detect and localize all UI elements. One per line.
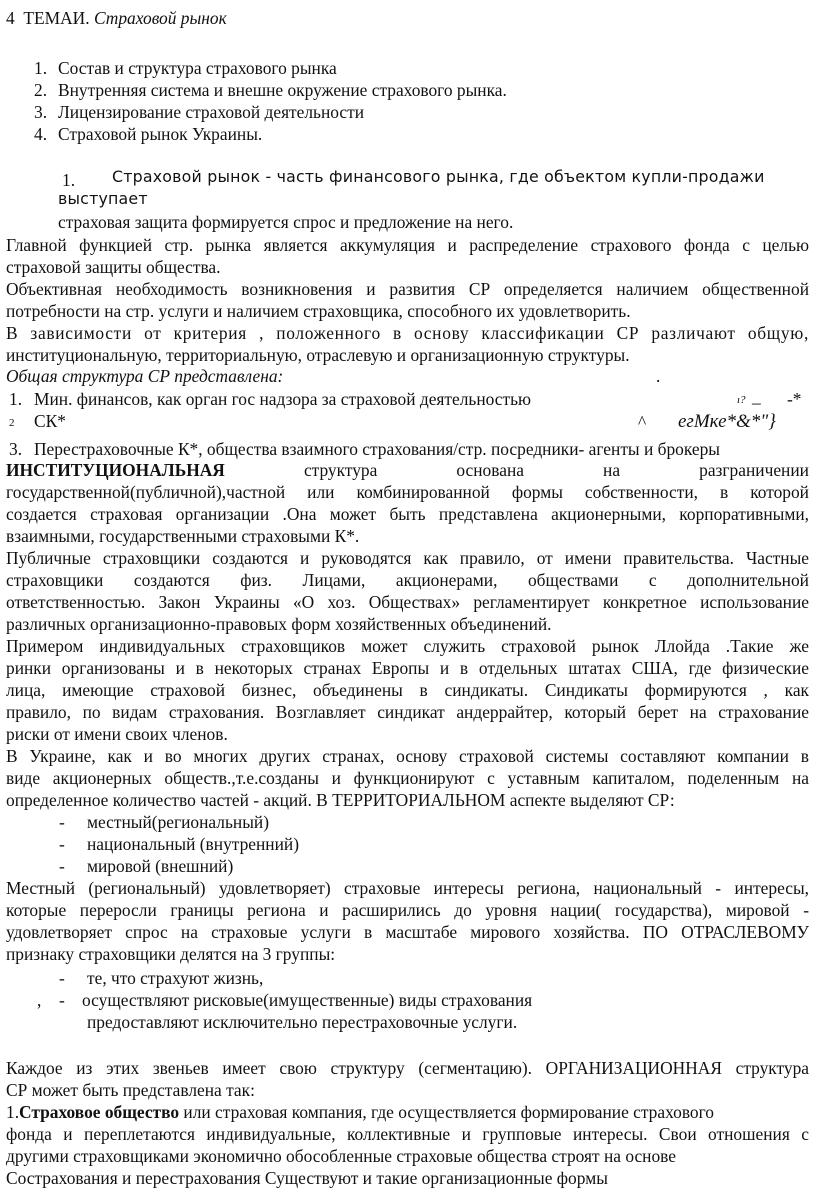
dash-bullet: - xyxy=(59,834,65,854)
plan-item-3-text: Лицензирование страховой деятельности xyxy=(58,102,365,122)
paragraph-line: правило, по видам страхования. Возглавляет синдикат андеррайтер, который берет на страхование xyxy=(6,702,809,722)
struct-item-3-num: 3. xyxy=(9,439,23,459)
topic-number: 4 xyxy=(6,8,15,28)
paragraph-line: удовлетворяет спрос на страховые услуги в масштабе мирового хозяйства. ПО ОТРАСЛЕВОМУ xyxy=(6,922,809,942)
section-number: 1. xyxy=(62,170,76,190)
plan-item-2: 2. xyxy=(34,80,48,100)
paragraph-line: В Украине, как и во многих других странах, основу страховой системы составляют компании в xyxy=(6,746,809,766)
paragraph-line: ринки организованы и в некоторых странах Европы и в отдельных штатах США, где физические xyxy=(6,658,809,678)
paragraph-line: Объективная необходимость возникновения и развития СР определяется наличием общественной xyxy=(6,279,809,299)
inst-word: разграничении xyxy=(699,460,809,480)
paragraph-line: другими страховщиками экономично обособленные страховые общества строят на основе xyxy=(6,1146,676,1166)
paragraph-line: Публичные страховщики создаются и руководятся как правило, от имени правительства. Частные xyxy=(6,548,809,568)
paragraph-line: ответственностью. Закон Украины «О хоз. Обществах» регламентирует конкретное использование xyxy=(6,592,809,612)
paragraph-line: институциональную, территориальную, отраслевую и организационную структуры. xyxy=(6,345,630,365)
general-structure-title: Общая структура СР представлена: xyxy=(6,366,284,386)
plan-item-4: 4. xyxy=(34,124,48,144)
struct-item-2-text: СК* xyxy=(34,411,66,431)
paragraph-line: которые переросли границы региона и расширились до уровня нации( государства), мировой - xyxy=(6,900,809,920)
branch-item: осуществляют рисковые(имущественные) виды страхования xyxy=(82,990,533,1010)
ocr-noise: ı? xyxy=(737,394,746,406)
struct-item-1-num: 1. xyxy=(9,389,23,409)
section-line-3: страховая защита формируется спрос и предложение на него. xyxy=(58,212,514,232)
paragraph-line: определенное количество частей - акций. В ТЕРРИТОРИАЛЬНОМ аспекте выделяют СР: xyxy=(6,790,675,810)
inst-word: на xyxy=(603,460,621,480)
org-first-line xyxy=(6,1102,714,1122)
paragraph-line: признаку страховщики делятся на 3 группы: xyxy=(6,944,336,964)
paragraph-line: В зависимости от критерия , положенного в основу классификации СР различают общую, xyxy=(6,323,809,343)
dash-bullet: - xyxy=(59,968,65,988)
paragraph-line: Каждое из этих звеньев имеет свою структуру (сегментацию). ОРГАНИЗАЦИОННАЯ структура xyxy=(6,1058,809,1078)
paragraph-line: страховщики создаются физ. Лицами, акционерами, обществами с дополнительной xyxy=(6,570,809,590)
territorial-item: национальный (внутренний) xyxy=(87,834,300,854)
paragraph-line: взаимными, государственными страховыми К*. xyxy=(6,526,360,546)
dash-bullet: - xyxy=(59,990,65,1010)
ocr-noise: -* xyxy=(787,389,802,409)
topic-heading xyxy=(6,8,227,28)
branch-item: те, что страхуют жизнь, xyxy=(87,968,264,988)
plan-item-1: 1. xyxy=(34,58,48,78)
inst-title: ИНСТИТУЦИОНАЛЬНАЯ xyxy=(6,460,225,480)
territorial-item: местный(региональный) xyxy=(87,812,269,832)
inst-word: структура xyxy=(303,460,378,480)
section-line-1: Страховой рынок - часть финансового рынка, где объектом купли-продажи xyxy=(112,167,765,186)
topic-label: ТЕМАИ. xyxy=(23,8,90,28)
territorial-item: мировой (внешний) xyxy=(87,856,234,876)
struct-item-3-text: Перестраховочные К*, общества взаимного страхования/стр. посредники- агенты и брокеры xyxy=(34,439,720,459)
paragraph-line: создается страховая организации .Она может быть представлена акционерными, корпоративными, xyxy=(6,504,809,524)
paragraph-line: виде акционерных обществ.,т.е.созданы и функционируют с уставным капиталом, поделенным на xyxy=(6,768,809,788)
paragraph-line: СР может быть представлена так: xyxy=(6,1080,255,1100)
plan-item-4-text: Страховой рынок Украины. xyxy=(58,124,263,144)
paragraph-line: страховой защиты общества. xyxy=(6,257,221,277)
paragraph-line: потребности на стр. услуги и наличием страховщика, способного их удовлетворить. xyxy=(6,301,631,321)
struct-item-2-num: 2 xyxy=(9,417,15,429)
paragraph-line: Сострахования и перестрахования Существуют и такие организационные формы xyxy=(6,1168,608,1188)
paragraph-line: различных организационно-правовых форм хозяйственных объединений. xyxy=(6,614,552,634)
plan-item-1-text: Состав и структура страхового рынка xyxy=(58,58,337,78)
paragraph-line: фонда и переплетаются индивидуальные, коллективные и групповые интересы. Свои отношения с xyxy=(6,1124,809,1144)
inst-word: основана xyxy=(456,460,524,480)
paragraph-line: государственной(публичной),частной или комбинированной формы собственности, в которой xyxy=(6,482,809,502)
ocr-noise: _ xyxy=(752,386,761,406)
plan-item-3: 3. xyxy=(34,102,48,122)
dash-bullet: - xyxy=(59,856,65,876)
stray-comma: , xyxy=(37,990,42,1010)
ocr-noise: егМке*&*"} xyxy=(678,411,776,432)
plan-item-2-text: Внутренняя система и внешне окружение страхового рынка. xyxy=(58,80,507,100)
paragraph-line: лица, имеющие страховой бизнес, объединены в синдикаты. Синдикаты формируются , как xyxy=(6,680,809,700)
stray-dot: . xyxy=(656,366,661,386)
org-rest: или страховая компания, где осуществляется формирование страхового xyxy=(183,1102,714,1122)
topic-title: Страховой рынок xyxy=(93,8,227,28)
branch-item: предоставляют исключительно перестраховочные услуги. xyxy=(87,1012,518,1032)
paragraph-line: Местный (региональный) удовлетворяет) страховые интересы региона, национальный - интересы, xyxy=(6,878,809,898)
ocr-noise: ^ xyxy=(638,412,647,432)
paragraph-line: Примером индивидуальных страховщиков может служить страховой рынок Ллойда .Такие же xyxy=(6,636,809,656)
org-bold-term: Страховое общество xyxy=(19,1102,180,1122)
org-number: 1. xyxy=(6,1102,20,1122)
inst-first-line xyxy=(6,460,809,480)
struct-item-1-text: Мин. финансов, как орган гос надзора за страховой деятельностью xyxy=(34,389,532,409)
paragraph-line: риски от имени своих членов. xyxy=(6,724,228,744)
paragraph-line: Главной функцией стр. рынка является аккумуляция и распределение страхового фонда с целью xyxy=(6,235,809,255)
dash-bullet: - xyxy=(59,812,65,832)
section-line-2: выступает xyxy=(58,189,148,208)
